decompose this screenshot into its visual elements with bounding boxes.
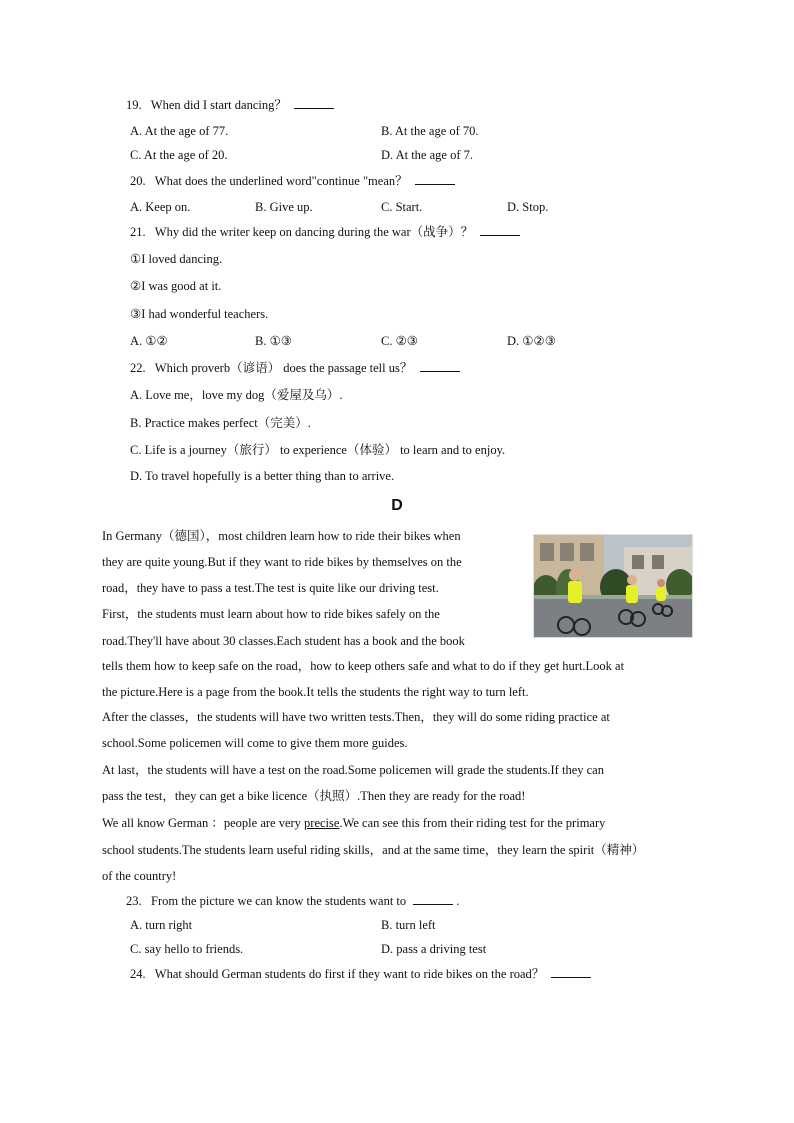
option-d[interactable]: D. To travel hopefully is a better thing than to arrive. bbox=[130, 469, 395, 483]
option-c[interactable]: C. say hello to friends. bbox=[130, 942, 244, 956]
passage-text: .We can see this from their riding test for the primary bbox=[339, 816, 606, 830]
options-row bbox=[130, 941, 650, 957]
option-b[interactable]: B. Practice makes perfect（完美）. bbox=[130, 416, 311, 430]
option-d[interactable]: D. pass a driving test bbox=[381, 942, 487, 956]
passage-line: of the country! bbox=[102, 869, 177, 883]
question-number: 21. bbox=[130, 225, 146, 239]
option-a[interactable]: A. Love me，love my dog（爱屋及乌）. bbox=[130, 388, 343, 402]
options-row bbox=[130, 917, 650, 933]
passage-line: the picture.Here is a page from the book.It tells the students the right way to turn left. bbox=[102, 685, 529, 699]
question-end: . bbox=[456, 894, 460, 908]
question-text: Why did the writer keep on dancing during the war（战争）？ bbox=[154, 225, 474, 239]
passage-line: In Germany（德国），most children learn how to ride their bikes when bbox=[102, 529, 461, 543]
answer-blank[interactable] bbox=[480, 224, 520, 236]
option-a[interactable]: A. Keep on. bbox=[130, 200, 191, 214]
statement-1: ①I loved dancing. bbox=[130, 252, 223, 266]
options-row bbox=[130, 333, 650, 349]
option-c[interactable]: C. Life is a journey（旅行） to experience（体验） to learn and to enjoy. bbox=[130, 443, 506, 457]
option-b[interactable]: B. turn left bbox=[381, 918, 436, 932]
question-20 bbox=[130, 173, 455, 189]
passage-line: road，they have to pass a test.The test is quite like our driving test. bbox=[102, 581, 439, 595]
section-heading: D bbox=[391, 497, 403, 514]
statement-3: ③I had wonderful teachers. bbox=[130, 307, 269, 321]
question-text: From the picture we can know the students want to bbox=[151, 894, 407, 908]
option-b[interactable]: B. At the age of 70. bbox=[381, 124, 479, 138]
question-number: 23. bbox=[126, 894, 142, 908]
answer-blank[interactable] bbox=[420, 360, 460, 372]
option-c[interactable]: C. ②③ bbox=[381, 334, 418, 348]
options-row bbox=[130, 123, 650, 139]
passage-line: tells them how to keep safe on the road，how to keep others safe and what to do if they get hurt.Look at bbox=[102, 659, 625, 673]
option-a[interactable]: A. At the age of 77. bbox=[130, 124, 229, 138]
option-d[interactable]: D. At the age of 7. bbox=[381, 148, 473, 162]
answer-blank[interactable] bbox=[551, 966, 591, 978]
question-text: What should German students do first if they want to ride bikes on the road？ bbox=[154, 967, 545, 981]
cyclists-photo bbox=[533, 534, 693, 638]
passage-line bbox=[102, 815, 605, 831]
answer-blank[interactable] bbox=[294, 97, 334, 109]
option-d[interactable]: D. ①②③ bbox=[507, 334, 556, 348]
question-text: When did I start dancing？ bbox=[150, 98, 287, 112]
passage-line: school.Some policemen will come to give them more guides. bbox=[102, 736, 408, 750]
option-b[interactable]: B. ①③ bbox=[255, 334, 292, 348]
answer-blank[interactable] bbox=[415, 173, 455, 185]
question-number: 22. bbox=[130, 361, 146, 375]
passage-line: they are quite young.But if they want to ride bikes by themselves on the bbox=[102, 555, 462, 569]
options-row bbox=[130, 147, 650, 163]
question-text: Which proverb（谚语） does the passage tell us？ bbox=[154, 361, 413, 375]
question-text: What does the underlined word"continue "mean？ bbox=[154, 174, 408, 188]
underlined-word: precise bbox=[304, 816, 340, 830]
passage-line: After the classes，the students will have two written tests.Then，they will do some riding practice at bbox=[102, 710, 610, 724]
passage-text: We all know German ：people are very bbox=[102, 816, 305, 830]
question-23 bbox=[126, 893, 460, 909]
question-number: 19. bbox=[126, 98, 142, 112]
option-b[interactable]: B. Give up. bbox=[255, 200, 313, 214]
question-22 bbox=[130, 360, 460, 376]
options-row bbox=[130, 199, 650, 215]
question-24 bbox=[130, 966, 591, 982]
question-19 bbox=[126, 97, 334, 113]
passage-line: First，the students must learn about how to ride bikes safely on the bbox=[102, 607, 440, 621]
question-number: 24. bbox=[130, 967, 146, 981]
question-number: 20. bbox=[130, 174, 146, 188]
passage-line: pass the test，they can get a bike licence（执照）.Then they are ready for the road! bbox=[102, 789, 526, 803]
option-a[interactable]: A. turn right bbox=[130, 918, 193, 932]
option-c[interactable]: C. At the age of 20. bbox=[130, 148, 228, 162]
option-d[interactable]: D. Stop. bbox=[507, 200, 549, 214]
option-a[interactable]: A. ①② bbox=[130, 334, 168, 348]
statement-2: ②I was good at it. bbox=[130, 279, 222, 293]
question-21 bbox=[130, 224, 520, 240]
answer-blank[interactable] bbox=[413, 893, 453, 905]
passage-line: school students.The students learn useful riding skills，and at the same time，they learn the spirit（精神） bbox=[102, 843, 645, 857]
option-c[interactable]: C. Start. bbox=[381, 200, 423, 214]
passage-line: road.They'll have about 30 classes.Each student has a book and the book bbox=[102, 634, 465, 648]
passage-line: At last，the students will have a test on the road.Some policemen will grade the students.If they can bbox=[102, 763, 604, 777]
